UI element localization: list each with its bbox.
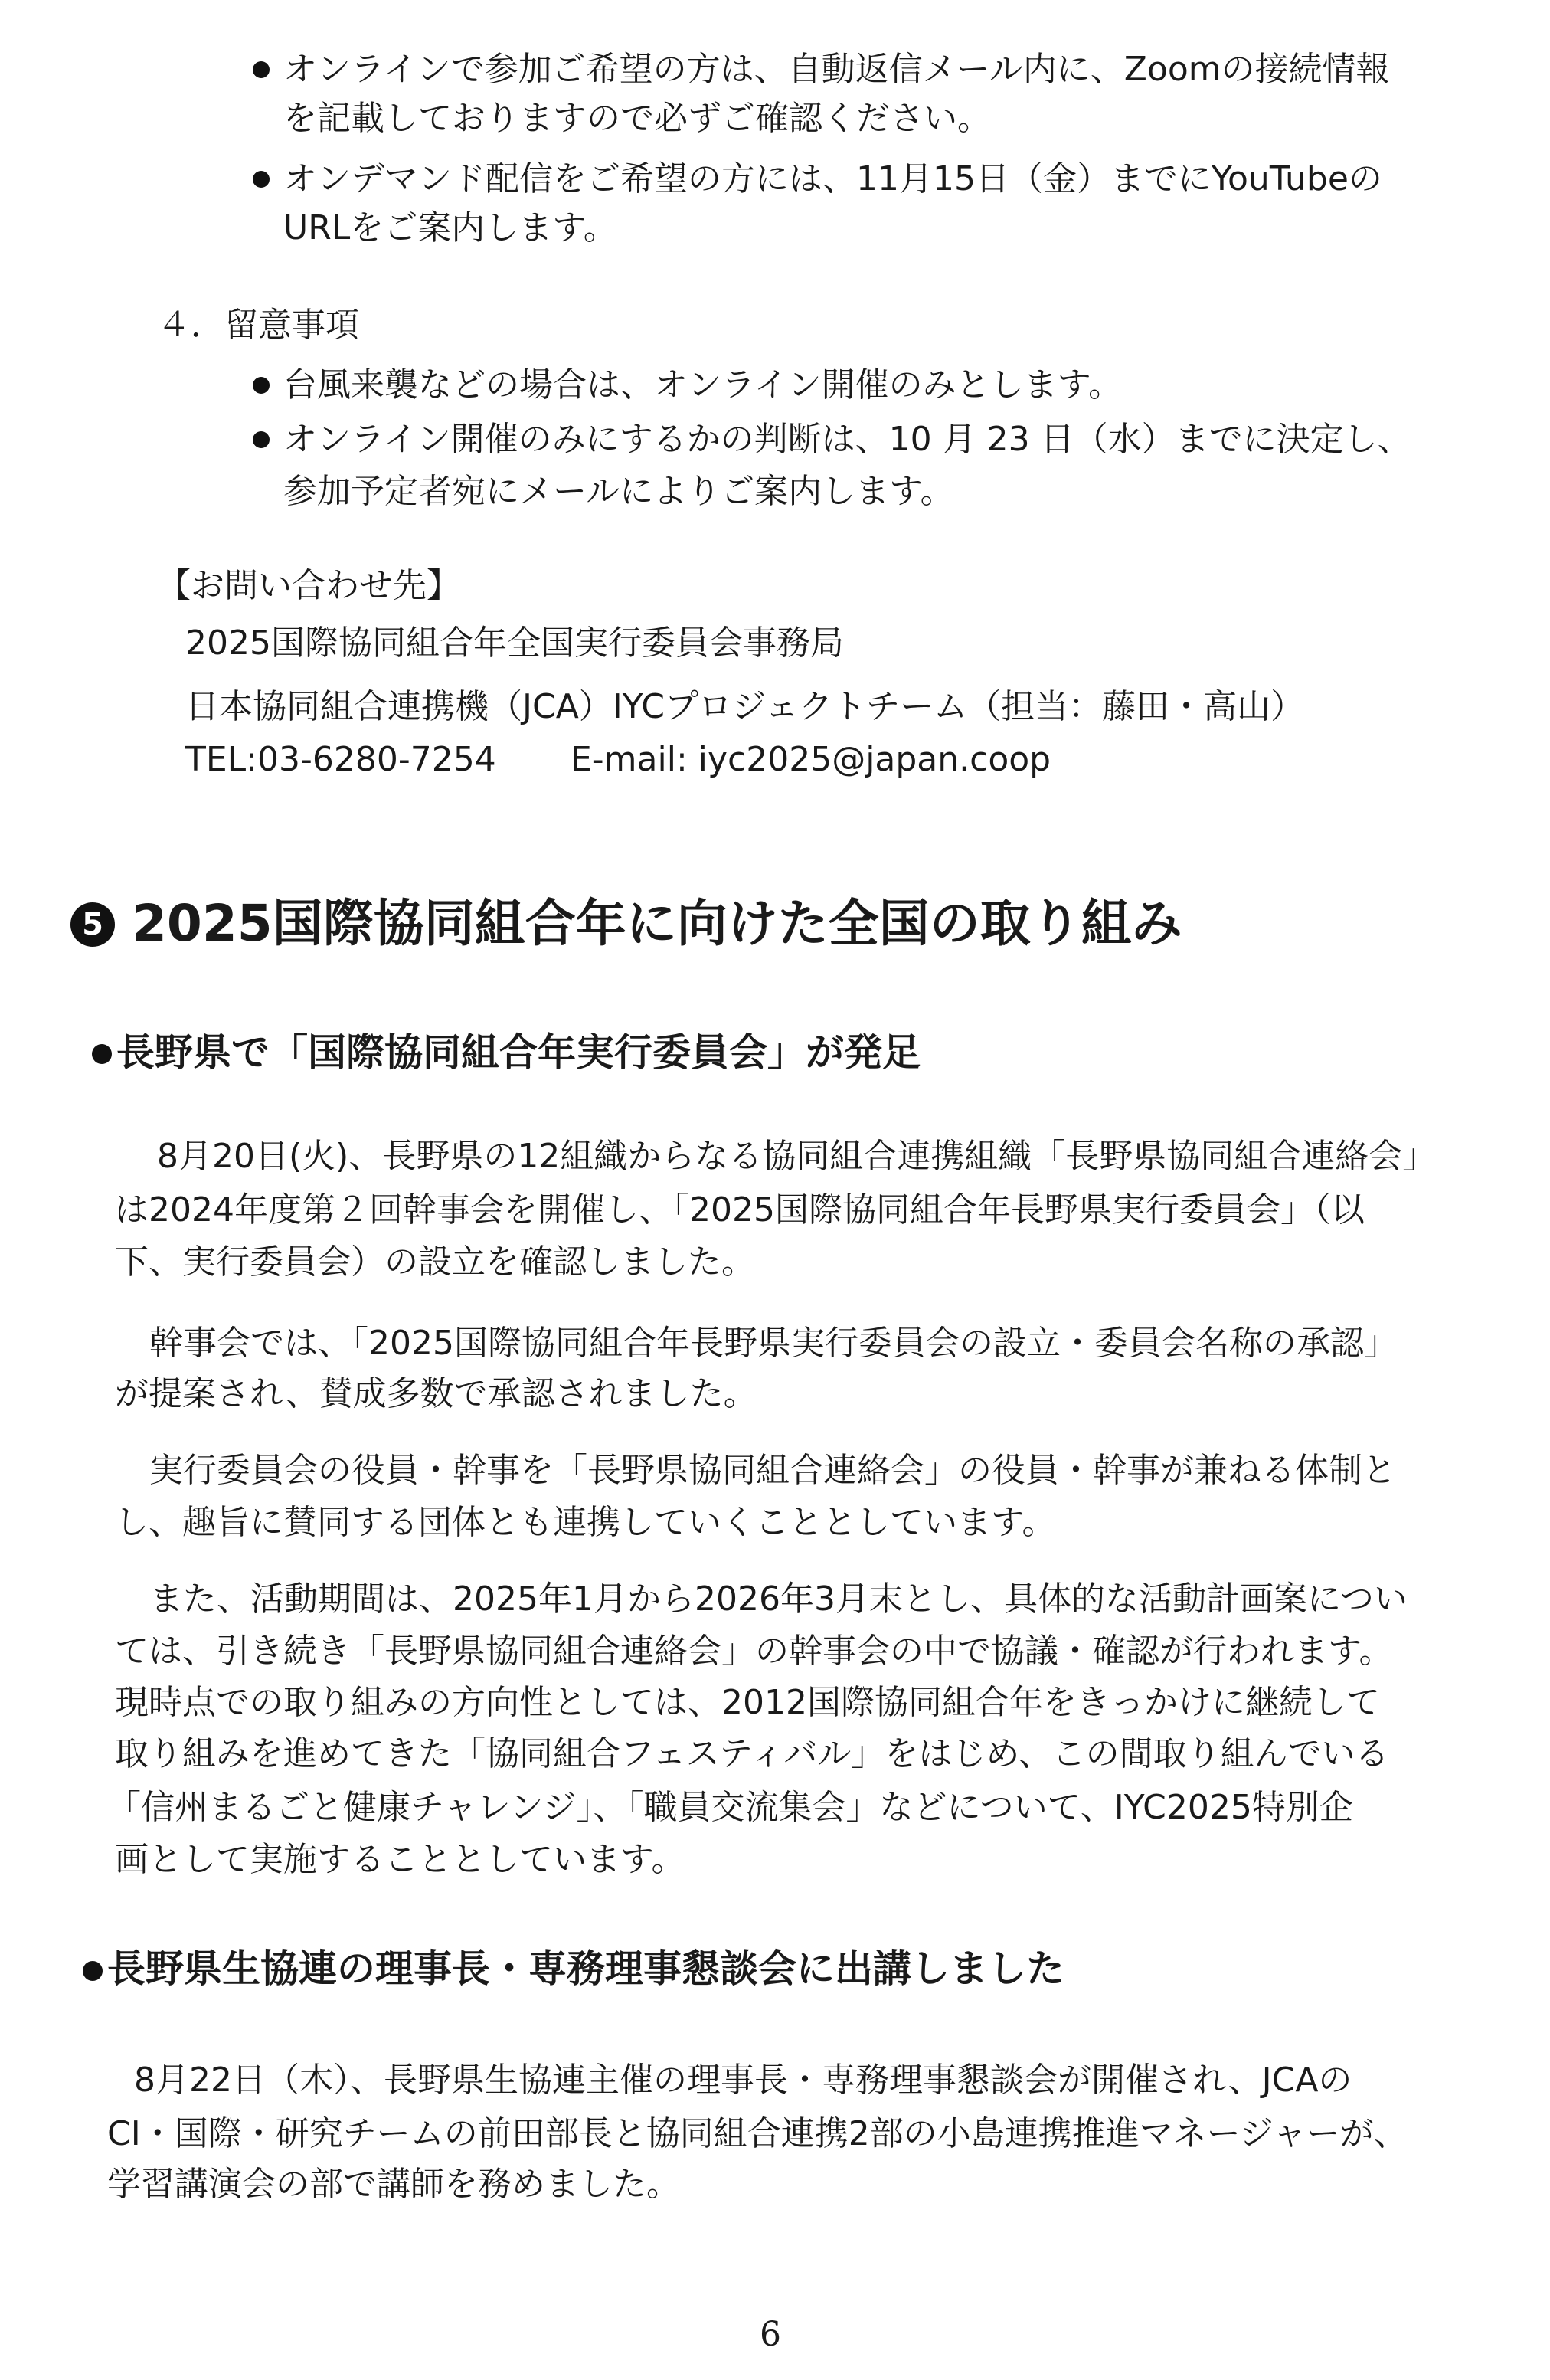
contact-tel: TEL:03-6280-7254: [185, 740, 496, 779]
nagano-committee-heading: 長野県で「国際協同組合年実行委員会」が発足: [116, 1030, 921, 1075]
paragraph-line: 現時点での取り組みの方向性としては、2012国際協同組合年をきっかけに継続して: [115, 1683, 1380, 1722]
online-info-line-2: を記載しておりますので必ずご確認ください。: [283, 99, 991, 138]
paragraph-line: また、活動期間は、2025年1月から2026年3月末とし、具体的な活動計画案につい: [149, 1580, 1408, 1619]
paragraph-line: CI・国際・研究チームの前田部長と協同組合連携2部の小島連携推進マネージャーが、: [107, 2114, 1408, 2153]
paragraph-line: 実行委員会の役員・幹事を「長野県協同組合連絡会」の役員・幹事が兼ねる体制と: [149, 1451, 1396, 1490]
paragraph-line: 8月20日(火)、長野県の12組織からなる協同組合連携組織「長野県協同組合連絡会」: [157, 1137, 1437, 1176]
paragraph-line: 画として実施することとしています。: [115, 1840, 685, 1879]
contact-heading: 【お問い合わせ先】: [157, 566, 460, 605]
paragraph-line: 下、実行委員会）の設立を確認しました。: [115, 1242, 755, 1282]
paragraph-line: 取り組みを進めてきた「協同組合フェスティバル」をはじめ、この間取り組んでいる: [115, 1734, 1389, 1773]
contact-email[interactable]: E-mail: iyc2025@japan.coop: [571, 740, 1051, 779]
paragraph-line: ては、引き続き「長野県協同組合連絡会」の幹事会の中で協議・確認が行われます。: [115, 1632, 1393, 1671]
notes-bullet-1: 台風来襲などの場合は、オンライン開催のみとします。: [283, 365, 1123, 404]
bullet-dot: [92, 1044, 112, 1064]
bullet-dot: [253, 61, 270, 78]
notes-bullet-2-line-1: オンライン開催のみにするかの判断は、10 月 23 日（水）までに決定し、: [283, 420, 1411, 459]
contact-dept: 日本協同組合連携機（JCA）IYCプロジェクトチーム（担当：藤田・高山）: [185, 687, 1305, 726]
page-number: 6: [760, 2315, 781, 2354]
paragraph-line: が提案され、賛成多数で承認されました。: [115, 1374, 757, 1413]
ondemand-info-line-2: URLをご案内します。: [283, 208, 617, 247]
paragraph-line: 8月22日（木）、長野県生協連主催の理事長・専務理事懇談会が開催され、JCAの: [134, 2061, 1352, 2100]
bullet-dot: [253, 171, 270, 188]
notes-bullet-2-line-2: 参加予定者宛にメールによりご案内します。: [283, 472, 954, 511]
paragraph-line: は2024年度第２回幹事会を開催し、「2025国際協同組合年長野県実行委員会」（以: [115, 1190, 1365, 1229]
bullet-dot: [253, 377, 270, 394]
section-number-badge: 5: [70, 902, 115, 947]
paragraph-line: 「信州まるごと健康チャレンジ」、「職員交流集会」などについて、IYC2025特別企: [107, 1788, 1353, 1827]
section-title: 2025国際協同組合年に向けた全国の取り組み: [132, 894, 1182, 953]
nagano-coop-heading: 長野県生協連の理事長・専務理事懇談会に出講しました: [107, 1946, 1064, 1991]
bullet-dot: [83, 1961, 103, 1981]
paragraph-line: 学習講演会の部で講師を務めました。: [107, 2165, 680, 2204]
online-info-line-1: オンラインで参加ご希望の方は、自動返信メール内に、Zoomの接続情報: [283, 50, 1390, 89]
paragraph-line: 幹事会では、「2025国際協同組合年長野県実行委員会の設立・委員会名称の承認」: [149, 1324, 1398, 1363]
contact-org: 2025国際協同組合年全国実行委員会事務局: [185, 624, 844, 663]
bullet-dot: [253, 431, 270, 448]
notes-heading: ４．留意事項: [157, 306, 359, 345]
ondemand-info-line-1: オンデマンド配信をご希望の方には、11月15日（金）までにYouTubeの: [283, 159, 1382, 198]
paragraph-line: し、趣旨に賛同する団体とも連携していくこととしています。: [115, 1503, 1056, 1542]
